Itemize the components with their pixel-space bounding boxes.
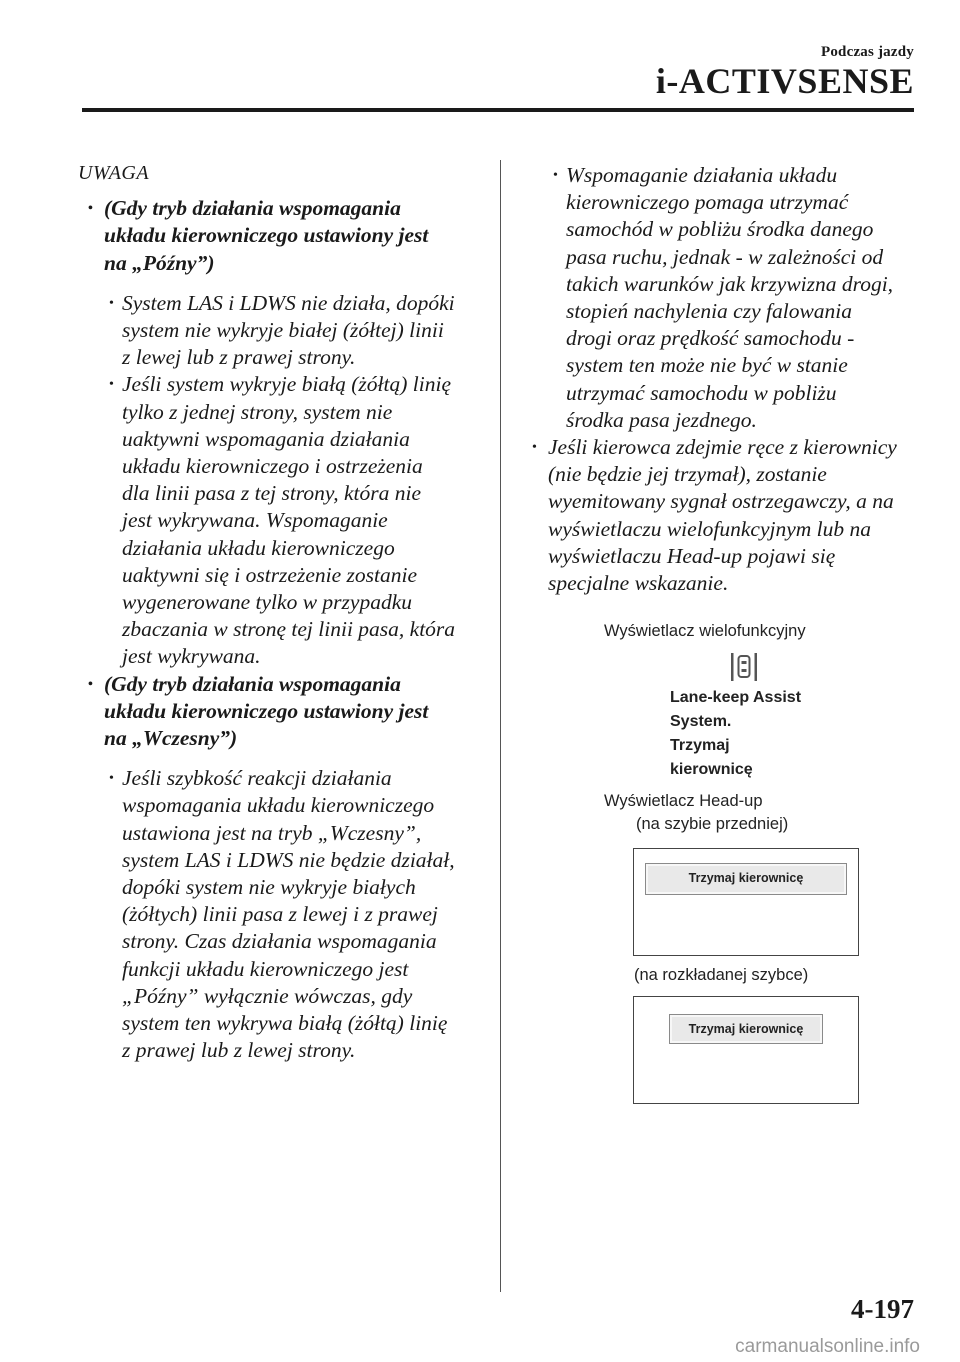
group1-heading: • (Gdy tryb działania wspomagania układu kierowniczego ustawiony jest na „Późny”) [76,195,486,277]
page-number: 4-197 [851,1294,914,1324]
header-rule [82,108,914,112]
column-divider [500,160,501,1292]
hud-windshield-label: (na szybie przedniej) [636,815,789,833]
watermark: carmanualsonline.info [735,1336,920,1357]
right-column [524,162,924,597]
multi-display-label: Wyświetlacz wielofunkcyjny [604,622,806,640]
group2-item1: • Jeśli szybkość reakcji działania wspomagania układu kierowniczego ustawiona jest na tryb „Wczesny”, system LAS i LDWS nie będzie działał, dopóki system nie wykryje białych (żółtych) linii pasa z lewej i z prawej strony. Czas działania wspomagania funkcji układu kierowniczego jest „Późny” wyłącznie wówczas, gdy system ten wykrywa białą (żółtą) linię z prawej lub z lewej strony. [76,765,486,1064]
group2-heading: • (Gdy tryb działania wspomagania układu kierowniczego ustawiony jest na „Wczesny”) [76,671,486,753]
hud-windshield-panel [633,848,859,956]
note-title: UWAGA [78,162,150,184]
right-item1: • Wspomaganie działania układu kierowniczego pomaga utrzymać samochód w pobliżu środka danego pasa ruchu, jednak - w zależności od takich warunków jak krzywizna drogi, stopień nachylenia czy falowania drogi oraz prędkość samochodu - system ten może nie być w stanie utrzymać samochodu w pobliżu środka pasa jezdnego. [524,162,924,434]
header-section: Podczas jazdy [820,44,914,60]
right-item2: • Jeśli kierowca zdejmie ręce z kierownicy (nie będzie jej trzymał), zostanie wyemitowany sygnał ostrzegawczy, a na wyświetlaczu wielofunkcyjnym lub na wyświetlaczu Head-up pojawi się specjalne wskazanie. [524,434,924,597]
hud-windshield-message: Trzymaj kierownicę [645,863,847,895]
hud-foldable-panel [633,996,859,1104]
lane-keep-assist-icon [730,652,758,682]
left-column [76,160,486,1065]
header-chapter-title: i-ACTIVSENSE [655,61,914,101]
hud-foldable-message: Trzymaj kierownicę [669,1014,823,1044]
lka-message: Lane-keep Assist System. Trzymaj kierownicę [670,689,802,778]
group1-item1: • System LAS i LDWS nie działa, dopóki system nie wykryje białej (żółtej) linii z lewej lub z prawej strony. [76,290,486,372]
group1-item2: • Jeśli system wykryje białą (żółtą) linię tylko z jednej strony, system nie uaktywni wspomagania działania układu kierowniczego i ostrzeżenia dla linii pasa z tej strony, która nie jest wykrywana. Wspomaganie działania układu kierowniczego uaktywni się i ostrzeżenie zostanie wygenerowane tylko w przypadku zbaczania w stronę tej linii pasa, która jest wykrywana. [76,371,486,670]
hud-foldable-label: (na rozkładanej szybce) [634,966,809,984]
hud-label: Wyświetlacz Head-up [604,792,763,810]
